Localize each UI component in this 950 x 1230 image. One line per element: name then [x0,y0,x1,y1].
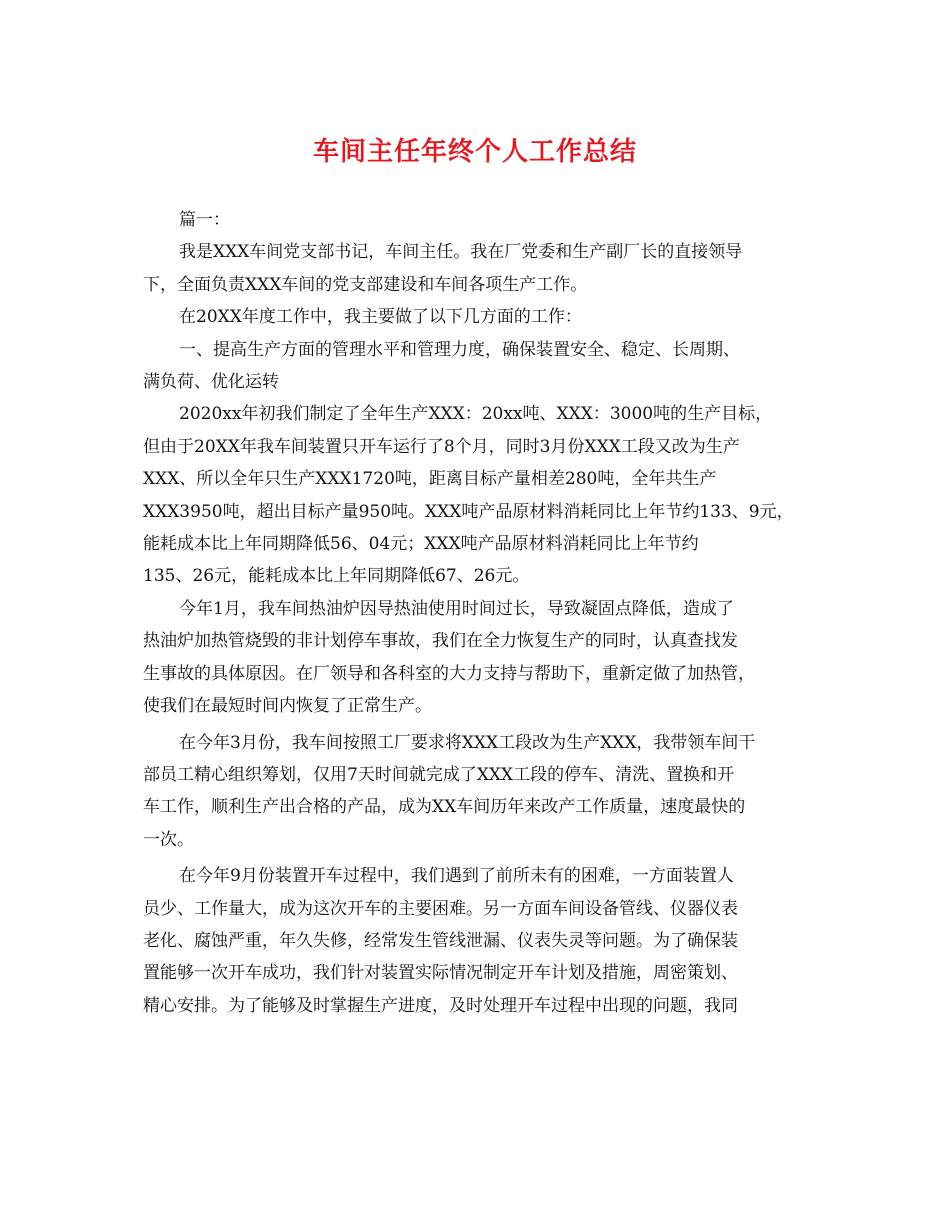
paragraph-line: 一、提高生产方面的管理水平和管理力度，确保装置安全、稳定、长周期、 [179,339,740,360]
paragraph-line: 老化、腐蚀严重，年久失修，经常发生管线泄漏、仪表失灵等问题。为了确保装 [143,930,738,951]
paragraph-line: XXX3950吨，超出目标产量950吨。XXX吨产品原材料消耗同比上年节约133、9元， [143,501,794,522]
paragraph-line: 车工作，顺利生产出合格的产品，成为XX车间历年来改产工作质量，速度最快的 [143,797,746,818]
paragraph [143,727,823,857]
paragraph-line: 下，全面负责XXX车间的党支部建设和车间各项生产工作。 [143,274,588,295]
document-title: 车间主任年终个人工作总结 [312,137,637,167]
paragraph-line: 在今年3月份，我车间按照工厂要求将XXX工段改为生产XXX，我带领车间干 [179,732,756,753]
paragraph-line: 一次。 [143,829,194,850]
paragraph-line: 置能够一次开车成功，我们针对装置实际情况制定开车计划及措施，周密策划、 [143,963,738,984]
paragraph-line: 但由于20XX年我车间装置只开车运行了8个月，同时3月份XXX工段又改为生产 [143,436,740,457]
paragraph-line: 部员工精心组织筹划，仅用7天时间就完成了XXX工段的停车、清洗、置换和开 [143,764,735,785]
paragraph-line: 篇一： [179,210,230,230]
paragraph-line: 2020xx年初我们制定了全年生产XXX：20xx吨、XXX：3000吨的生产目标， [179,404,773,425]
paragraph-line: 今年1月，我车间热油炉因导热油使用时间过长，导致凝固点降低，造成了 [179,598,734,619]
paragraph [143,236,823,301]
paragraph-line: 生事故的具体原因。在厂领导和各科室的大力支持与帮助下，重新定做了加热管， [143,663,755,684]
paragraph-line: XXX、所以全年只生产XXX1720吨，距离目标产量相差280吨，全年共生产 [143,469,717,490]
paragraph-line: 满负荷、优化运转 [143,372,279,393]
paragraph-line: 热油炉加热管烧毁的非计划停车事故，我们在全力恢复生产的同时，认真查找发 [143,631,738,652]
paragraph-line: 我是XXX车间党支部书记，车间主任。我在厂党委和生产副厂长的直接领导 [179,242,743,263]
document-body [143,204,823,1022]
paragraph-line: 员少、工作量大，成为这次开车的主要困难。另一方面车间设备管线、仪器仪表 [143,898,738,919]
paragraph [143,860,823,1022]
paragraph [143,334,823,399]
paragraph [143,301,823,333]
paragraph [143,204,823,236]
paragraph-line: 使我们在最短时间内恢复了正常生产。 [143,696,432,717]
paragraph [143,593,823,723]
paragraph-line: 在20XX年度工作中，我主要做了以下几方面的工作： [179,307,582,328]
paragraph-line: 135、26元，能耗成本比上年同期降低67、26元。 [143,566,530,587]
paragraph [143,398,823,592]
paragraph-line: 精心安排。为了能够及时掌握生产进度，及时处理开车过程中出现的问题，我同 [143,995,738,1016]
paragraph-line: 在今年9月份装置开车过程中，我们遇到了前所未有的困难，一方面装置人 [179,866,734,887]
paragraph-line: 能耗成本比上年同期降低56、04元；XXX吨产品原材料消耗同比上年节约 [143,534,699,555]
